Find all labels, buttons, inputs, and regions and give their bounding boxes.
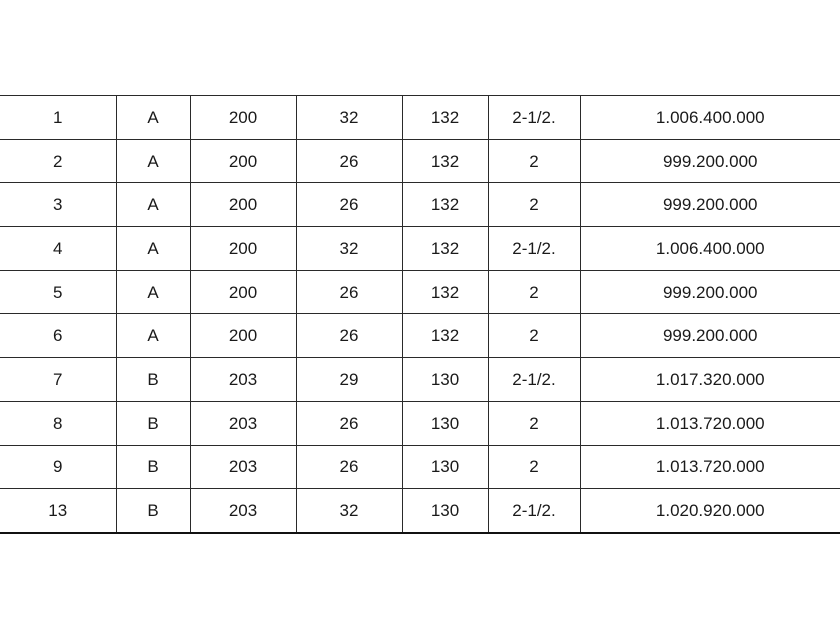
table-cell-price: 1.017.320.000: [580, 358, 840, 402]
table-cell-no: 5: [0, 270, 116, 314]
table-cell-col-4: 26: [296, 183, 402, 227]
table-cell-col-6: 2-1/2.: [488, 227, 580, 271]
table-cell-col-6: 2: [488, 314, 580, 358]
table-cell-col-6: 2-1/2.: [488, 358, 580, 402]
table-cell-no: 13: [0, 489, 116, 533]
table-cell-col-4: 26: [296, 314, 402, 358]
table-cell-no: 6: [0, 314, 116, 358]
table-cell-price: 999.200.000: [580, 183, 840, 227]
table-cell-type: A: [116, 139, 190, 183]
table-cell-col-6: 2-1/2.: [488, 489, 580, 533]
table-cell-price: 1.006.400.000: [580, 227, 840, 271]
table-cell-col-4: 26: [296, 445, 402, 489]
table-cell-col-4: 29: [296, 358, 402, 402]
table-cell-col-5: 132: [402, 270, 488, 314]
table-cell-col-6: 2: [488, 401, 580, 445]
table-cell-col-4: 32: [296, 489, 402, 533]
table-row: [0, 358, 840, 402]
table-cell-type: B: [116, 445, 190, 489]
table-cell-col-3: 200: [190, 139, 296, 183]
table-cell-col-5: 132: [402, 227, 488, 271]
table-cell-type: A: [116, 270, 190, 314]
data-table-container: [0, 95, 840, 534]
table-cell-no: 4: [0, 227, 116, 271]
table-cell-price: 999.200.000: [580, 314, 840, 358]
table-row: [0, 314, 840, 358]
table-row: [0, 489, 840, 533]
table-cell-col-6: 2: [488, 270, 580, 314]
table-cell-type: A: [116, 96, 190, 140]
table-cell-col-5: 132: [402, 96, 488, 140]
table-cell-col-4: 26: [296, 139, 402, 183]
table-cell-col-5: 130: [402, 489, 488, 533]
table-cell-col-4: 32: [296, 96, 402, 140]
table-row: [0, 401, 840, 445]
table-cell-no: 8: [0, 401, 116, 445]
table-cell-type: A: [116, 314, 190, 358]
table-cell-col-3: 200: [190, 183, 296, 227]
table-cell-price: 999.200.000: [580, 270, 840, 314]
table-cell-type: B: [116, 489, 190, 533]
table-row: [0, 139, 840, 183]
table-cell-col-3: 200: [190, 314, 296, 358]
table-cell-price: 1.006.400.000: [580, 96, 840, 140]
table-cell-col-3: 203: [190, 489, 296, 533]
table-cell-price: 1.020.920.000: [580, 489, 840, 533]
table-cell-col-5: 132: [402, 183, 488, 227]
table-cell-no: 9: [0, 445, 116, 489]
table-cell-col-3: 200: [190, 96, 296, 140]
table-cell-col-5: 132: [402, 314, 488, 358]
table-cell-no: 2: [0, 139, 116, 183]
table-cell-col-6: 2-1/2.: [488, 96, 580, 140]
table-cell-col-4: 32: [296, 227, 402, 271]
table-row: [0, 96, 840, 140]
table-cell-col-4: 26: [296, 270, 402, 314]
table-cell-col-6: 2: [488, 445, 580, 489]
table-cell-col-5: 130: [402, 358, 488, 402]
table-cell-price: 1.013.720.000: [580, 401, 840, 445]
table-cell-col-3: 203: [190, 358, 296, 402]
table-cell-price: 1.013.720.000: [580, 445, 840, 489]
table-cell-col-3: 200: [190, 227, 296, 271]
table-row: [0, 227, 840, 271]
table-cell-col-3: 203: [190, 401, 296, 445]
table-row: [0, 445, 840, 489]
table-cell-no: 3: [0, 183, 116, 227]
table-cell-col-3: 203: [190, 445, 296, 489]
table-cell-type: B: [116, 358, 190, 402]
table-cell-type: A: [116, 227, 190, 271]
table-cell-price: 999.200.000: [580, 139, 840, 183]
table-cell-type: A: [116, 183, 190, 227]
table-cell-col-6: 2: [488, 183, 580, 227]
table-cell-col-6: 2: [488, 139, 580, 183]
table-row: [0, 183, 840, 227]
table-cell-type: B: [116, 401, 190, 445]
table-body: [0, 96, 840, 533]
table-cell-no: 7: [0, 358, 116, 402]
table-cell-col-5: 130: [402, 401, 488, 445]
table-row: [0, 270, 840, 314]
table-cell-col-4: 26: [296, 401, 402, 445]
table-cell-no: 1: [0, 96, 116, 140]
data-table: [0, 95, 840, 534]
table-cell-col-3: 200: [190, 270, 296, 314]
table-cell-col-5: 132: [402, 139, 488, 183]
table-cell-col-5: 130: [402, 445, 488, 489]
